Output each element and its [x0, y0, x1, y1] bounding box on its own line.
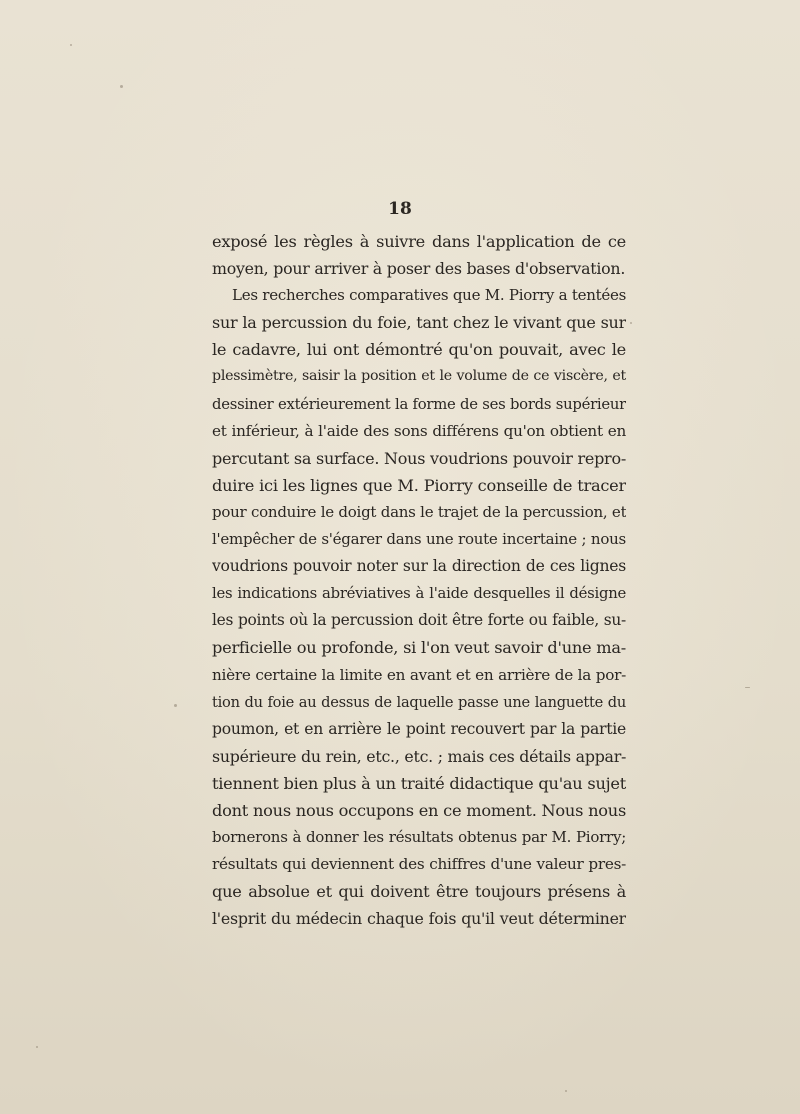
text-line: que absolue et qui doivent être toujours présens à [212, 882, 626, 902]
text-line: tiennent bien plus à un traité didactique qu'au sujet [212, 773, 626, 793]
text-line: percutant sa surface. Nous voudrions pouvoir repro- [212, 448, 626, 468]
paper-speck [174, 704, 177, 707]
text-line: supérieure du rein, etc., etc. ; mais ces détails appar- [212, 746, 626, 766]
body-text [212, 228, 626, 932]
paper-speck [565, 1090, 567, 1092]
paper-speck [36, 1046, 38, 1048]
text-line: les points où la percussion doit être forte ou faible, su- [212, 611, 626, 630]
page-number: 18 [388, 199, 412, 219]
text-line: tion du foie au dessus de laquelle passe une languette du [212, 693, 626, 711]
text-line: dessiner extérieurement la forme de ses bords supérieur [212, 395, 626, 413]
paper-speck [120, 85, 123, 88]
text-line: le cadavre, lui ont démontré qu'on pouvait, avec le [212, 340, 626, 360]
text-line: poumon, et en arrière le point recouvert par la partie [212, 719, 626, 738]
text-line: l'esprit du médecin chaque fois qu'il veut déterminer [212, 909, 626, 929]
text-line: bornerons à donner les résultats obtenus par M. Piorry; [212, 828, 626, 847]
text-line: résultats qui deviennent des chiffres d'une valeur pres- [212, 855, 626, 874]
text-line: les indications abréviatives à l'aide desquelles il désigne [212, 585, 626, 603]
text-line: perficielle ou profonde, si l'on veut savoir d'une ma- [212, 638, 626, 658]
text-line: moyen, pour arriver à poser des bases d'observation. [212, 259, 626, 279]
paper-speck [630, 322, 632, 324]
text-line: dont nous nous occupons en ce moment. Nous nous [212, 800, 626, 820]
text-line: sur la percussion du foie, tant chez le vivant que sur [212, 313, 626, 333]
text-line: pour conduire le doigt dans le trajet de la percussion, et [212, 502, 626, 521]
text-line: Les recherches comparatives que M. Piorry a tentées [232, 286, 626, 305]
text-line: l'empêcher de s'égarer dans une route incertaine ; nous [212, 530, 626, 549]
text-line: exposé les règles à suivre dans l'application de ce [212, 232, 626, 251]
text-line: et inférieur, à l'aide des sons différens qu'on obtient en [212, 421, 626, 440]
paper-speck [745, 687, 750, 688]
paper-speck [70, 44, 72, 46]
text-line: nière certaine la limite en avant et en arrière de la por- [212, 665, 626, 684]
text-line: plessimètre, saisir la position et le volume de ce viscère, et [212, 368, 626, 385]
text-line: voudrions pouvoir noter sur la direction de ces lignes [212, 557, 626, 576]
text-line: duire ici les lignes que M. Piorry conseille de tracer [212, 475, 626, 495]
